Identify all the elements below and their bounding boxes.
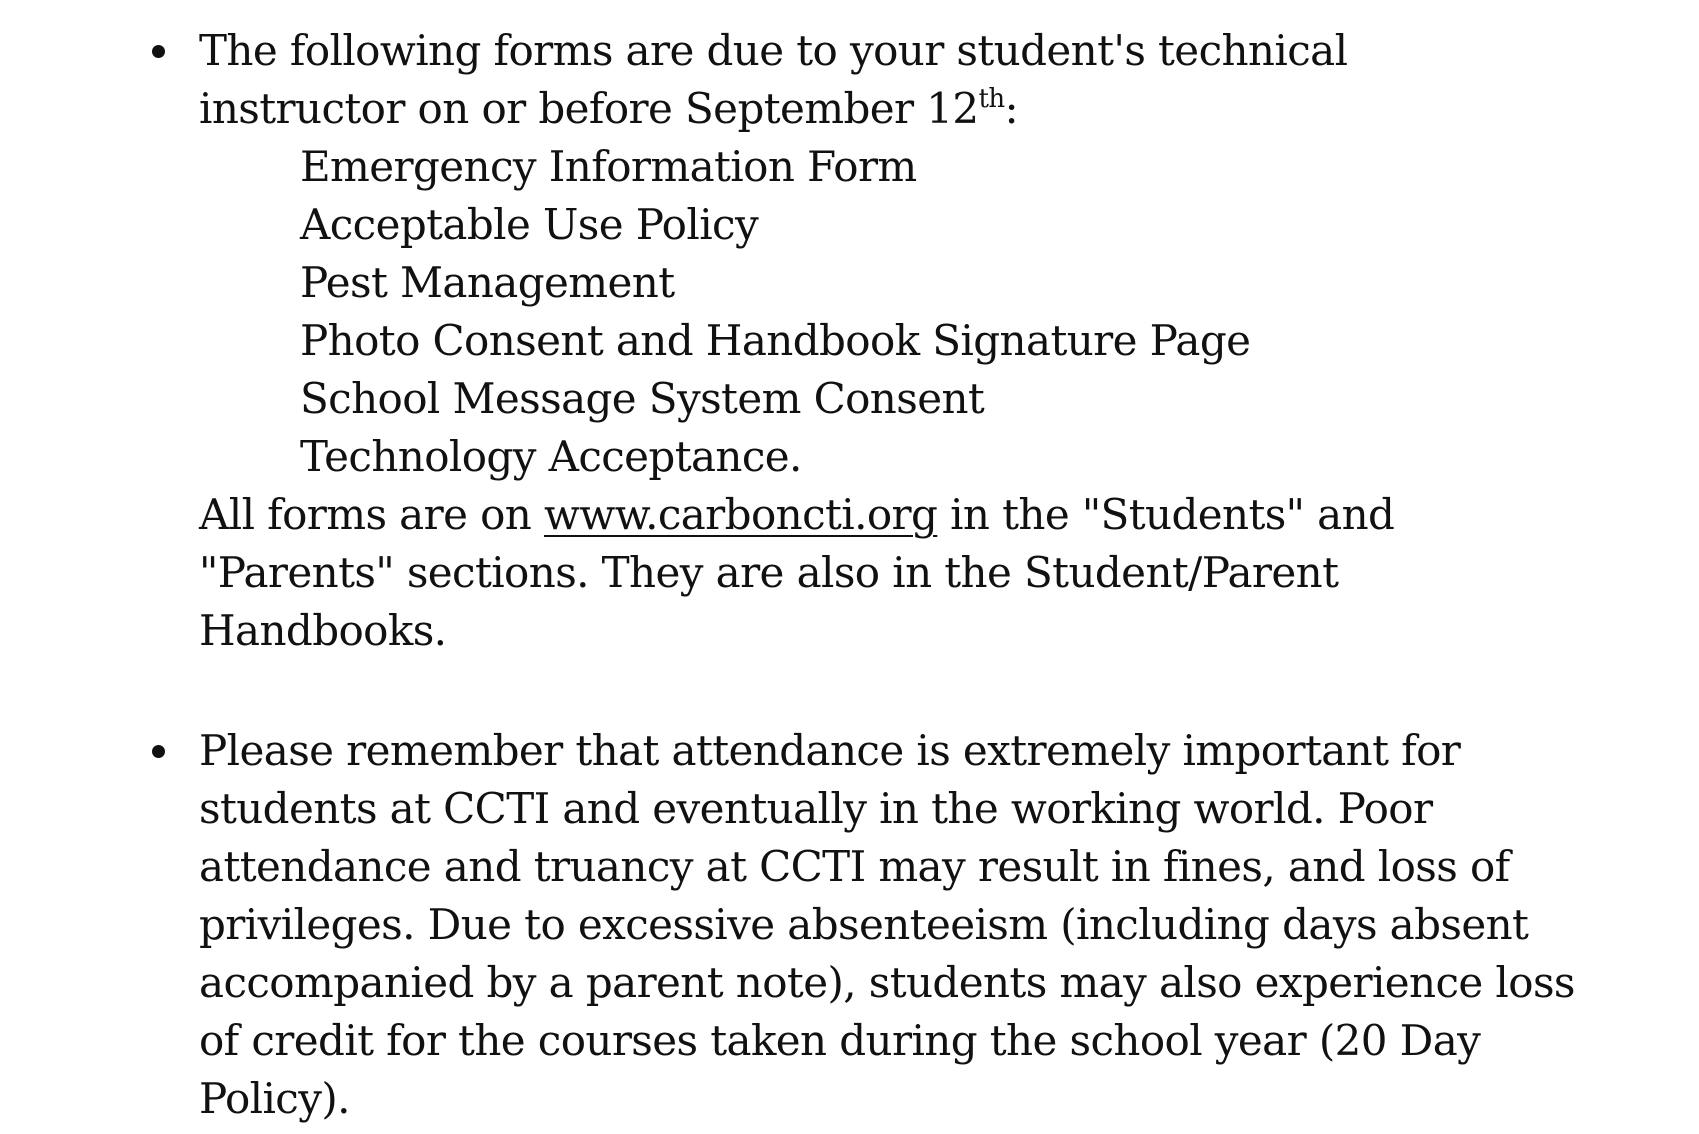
attendance-line: accompanied by a parent note), students may also experience loss [199, 958, 1575, 1007]
forms-intro-line-2 [199, 80, 1639, 138]
attendance-line: of credit for the courses taken during the school year (20 Day [199, 1016, 1481, 1065]
forms-location-line-2: "Parents" sections. They are also in the Student/Parent [199, 548, 1339, 597]
forms-location-line-1 [199, 486, 1639, 544]
attendance-line: Please remember that attendance is extremely important for [199, 726, 1461, 775]
forms-intro-line-1: The following forms are due to your student's technical [199, 26, 1348, 75]
forms-intro-colon: : [1004, 84, 1019, 133]
forms-location-line-3: Handbooks. [199, 606, 447, 655]
forms-location-prefix: All forms are on [199, 490, 544, 539]
bullet-forms-due [199, 22, 1639, 660]
attendance-line: privileges. Due to excessive absenteeism (including days absent [199, 900, 1529, 949]
forms-intro-deadline: instructor on or before September 12 [199, 84, 979, 133]
required-forms-list [199, 138, 1639, 486]
forms-location-suffix: in the "Students" and [937, 490, 1395, 539]
ordinal-suffix: th [978, 84, 1005, 114]
bullet-point-icon [152, 745, 165, 758]
form-item: Photo Consent and Handbook Signature Page [300, 316, 1251, 365]
form-item: Pest Management [300, 258, 675, 307]
attendance-line: attendance and truancy at CCTI may result in fines, and loss of [199, 842, 1510, 891]
attendance-line: Policy). [199, 1074, 350, 1123]
carboncti-website-link[interactable]: www.carboncti.org [544, 490, 938, 539]
form-item: Acceptable Use Policy [300, 200, 759, 249]
attendance-line: students at CCTI and eventually in the working world. Poor [199, 784, 1433, 833]
form-item: School Message System Consent [300, 374, 985, 423]
bullet-attendance-policy [199, 722, 1639, 1128]
form-item: Technology Acceptance. [300, 432, 802, 481]
bullet-point-icon [152, 45, 165, 58]
form-item: Emergency Information Form [300, 142, 917, 191]
